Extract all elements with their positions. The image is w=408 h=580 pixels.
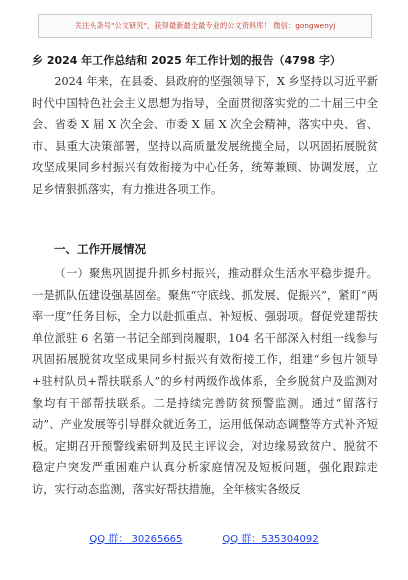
qq-group-link-1[interactable]: QQ 群： 30265665 bbox=[89, 533, 183, 545]
header-banner bbox=[38, 14, 372, 38]
qq-group-link-2[interactable]: QQ 群：535304092 bbox=[222, 533, 319, 545]
intro-paragraph: 2024 年来，在县委、县政府的坚强领导下，X 乡坚持以习近平新时代中国特色社会主义思想为指导，全面贯彻落实党的二十届三中全会、省委 X 届 X 次全会、市委 X 届 X 次全会精神，落实中央、省、市、县重大决策部署，坚持以高质量发展统揽全局，以巩固拓展脱贫攻坚成果同乡村振兴有效衔接为中心任务，统筹兼顾、协调发展，立足乡情狠抓落实，有力推进各项工作。 bbox=[32, 75, 378, 196]
section-heading: 一、工作开展情况 bbox=[54, 242, 146, 256]
header-banner-text: 关注头条号"公文研究"，获得最新最全最专业的公文资料库！ 微信：gongwenyj bbox=[74, 21, 336, 30]
footer-banner bbox=[0, 526, 408, 548]
section-paragraph: （一）聚焦巩固提升抓乡村振兴，推动群众生活水平稳步提升。一是抓队伍建设强基固垒。聚焦“守底线、抓发展、促振兴”，紧盯“两率一度”任务目标，全力以赴抓重点、补短板、强弱项。督促党建帮扶单位派驻 6 名第一书记全部到岗履职，104 名干部深入村组一线参与巩固拓展脱贫攻坚成果同乡村振兴有效衔接工作，组建“乡包片领导+驻村队员+帮扶联系人”的乡村两级作战体系，全乡脱贫户及监测对象均有干部帮扶联系。二是持续完善防贫预警监测。通过“留落行动”、产业发展等引导群众就近务工，运用低保动态调整等方式补齐短板。定期召开预警线索研判及民主评议会，对边缘易致贫户、脱贫不稳定户突发严重困难户认真分析家庭情况及短板问题，强化跟踪走访，实行动态监测，落实好帮扶措施，全年核实各级反 bbox=[32, 267, 378, 496]
document-title: 乡 2024 年工作总结和 2025 年工作计划的报告（4798 字） bbox=[32, 54, 341, 67]
